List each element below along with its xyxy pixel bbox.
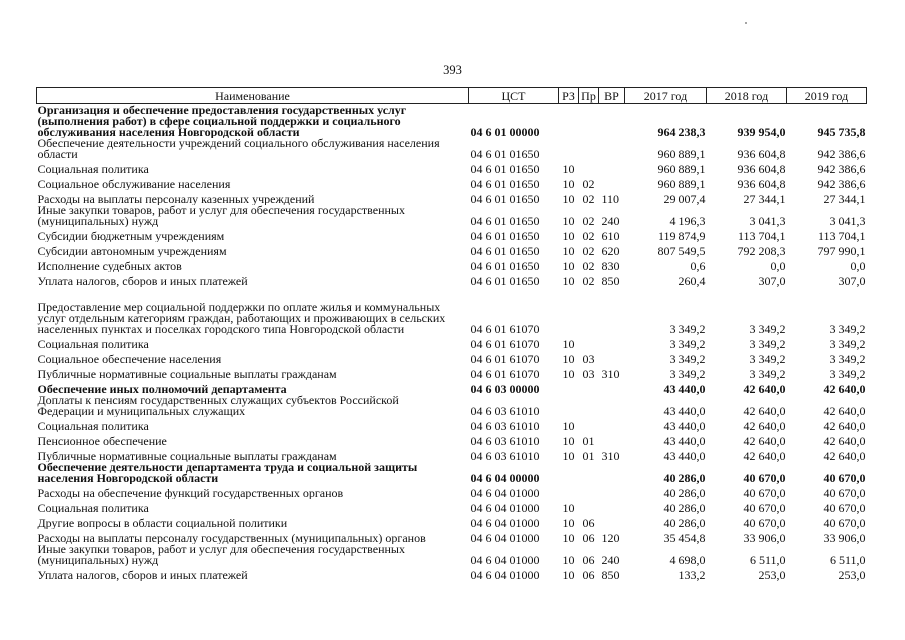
cell-2019: 42 640,0	[823, 449, 866, 462]
cell-vr	[599, 499, 625, 514]
cell-2019: 942 386,6	[817, 147, 866, 160]
cell-vr: 310	[601, 449, 620, 462]
cell-2019: 33 906,0	[823, 531, 866, 544]
cell-pr: 02	[582, 177, 595, 190]
cell-pr	[579, 499, 599, 514]
table-row	[37, 395, 867, 417]
cell-2017: 35 454,8	[663, 531, 706, 544]
table-row	[37, 529, 867, 544]
cell-2018: 3 349,2	[749, 337, 786, 350]
cell-name: Обеспечение иных полномочий департамента	[37, 382, 287, 395]
cell-vr: 240	[601, 214, 620, 227]
cell-2017: 960 889,1	[657, 147, 706, 160]
cell-rz	[559, 395, 579, 417]
cell-name: Пенсионное обеспечение	[37, 434, 167, 447]
cell-2018: 42 640,0	[743, 434, 786, 447]
cell-vr	[599, 395, 625, 417]
cell-pr: 06	[582, 516, 595, 529]
cell-2018: 113 704,1	[737, 229, 786, 242]
cell-pr	[579, 380, 599, 395]
budget-table	[36, 87, 867, 581]
cell-2017: 260,4	[678, 274, 706, 287]
cell-name: Социальная политика	[37, 501, 149, 514]
cell-name: Обеспечение деятельности департамента труда и социальной защиты населения Новгородской области	[37, 462, 418, 484]
cell-rz: 10	[562, 367, 575, 380]
cell-pr	[579, 484, 599, 499]
cell-name: Обеспечение деятельности учреждений социального обслуживания населения области	[37, 138, 440, 160]
header-vr: ВР	[599, 88, 625, 104]
cell-2019: 42 640,0	[823, 382, 866, 395]
cell-name: Организация и обеспечение предоставления государственных услуг (выполнения работ) в сфере социальной поддержки и социального обслуживания населения Новгородской области	[37, 103, 407, 138]
cell-rz: 10	[562, 568, 575, 581]
cell-rz: 10	[562, 244, 575, 257]
cell-rz	[559, 104, 579, 139]
cell-cst: 04 6 01 61070	[470, 367, 540, 380]
cell-2017: 40 286,0	[663, 486, 706, 499]
cell-2017: 43 440,0	[663, 404, 706, 417]
cell-2018: 42 640,0	[743, 419, 786, 432]
cell-pr: 01	[582, 434, 595, 447]
header-2018: 2018 год	[707, 88, 787, 104]
cell-2019: 942 386,6	[817, 162, 866, 175]
cell-2017: 807 549,5	[657, 244, 706, 257]
cell-pr	[579, 335, 599, 350]
cell-2017: 3 349,2	[669, 367, 706, 380]
cell-name: Социальная политика	[37, 337, 149, 350]
cell-2018: 3 349,2	[749, 352, 786, 365]
cell-2019: 3 349,2	[829, 367, 866, 380]
cell-2018: 0,0	[770, 259, 786, 272]
cell-2019: 3 349,2	[829, 322, 866, 335]
cell-2019: 42 640,0	[823, 404, 866, 417]
cell-rz: 10	[562, 553, 575, 566]
cell-name: Расходы на выплаты персоналу государственных (муниципальных) органов	[37, 531, 426, 544]
cell-2019: 945 735,8	[817, 125, 866, 138]
cell-2018: 40 670,0	[743, 516, 786, 529]
cell-2018: 33 906,0	[743, 531, 786, 544]
cell-vr	[599, 175, 625, 190]
cell-2019: 253,0	[838, 568, 866, 581]
cell-cst: 04 6 01 01650	[470, 147, 540, 160]
cell-pr	[579, 462, 599, 484]
table-row	[37, 462, 867, 484]
cell-2017: 43 440,0	[663, 419, 706, 432]
cell-2018: 42 640,0	[743, 404, 786, 417]
table-row	[37, 257, 867, 272]
cell-2018: 253,0	[758, 568, 786, 581]
cell-2017: 960 889,1	[657, 162, 706, 175]
cell-name: Другие вопросы в области социальной политики	[37, 516, 288, 529]
table-row	[37, 205, 867, 227]
cell-cst: 04 6 03 00000	[470, 382, 540, 395]
cell-2017: 4 698,0	[669, 553, 706, 566]
cell-rz: 10	[562, 501, 575, 514]
cell-cst: 04 6 01 61070	[470, 352, 540, 365]
cell-2018: 42 640,0	[743, 449, 786, 462]
cell-cst: 04 6 01 61070	[470, 322, 540, 335]
table-row	[37, 380, 867, 395]
cell-2019: 3 041,3	[829, 214, 866, 227]
cell-vr: 830	[601, 259, 620, 272]
cell-2018: 3 349,2	[749, 367, 786, 380]
cell-2017: 29 007,4	[663, 192, 706, 205]
cell-2019: 27 344,1	[823, 192, 866, 205]
cell-2019: 40 670,0	[823, 501, 866, 514]
cell-2019: 942 386,6	[817, 177, 866, 190]
cell-2018: 40 670,0	[743, 501, 786, 514]
cell-vr	[599, 432, 625, 447]
cell-rz	[559, 287, 579, 335]
cell-vr	[599, 287, 625, 335]
cell-cst: 04 6 01 01650	[470, 162, 540, 175]
cell-pr: 02	[582, 244, 595, 257]
cell-rz: 10	[562, 531, 575, 544]
cell-rz: 10	[562, 259, 575, 272]
cell-cst: 04 6 04 01000	[470, 531, 540, 544]
cell-cst: 04 6 04 01000	[470, 553, 540, 566]
cell-2017: 3 349,2	[669, 352, 706, 365]
cell-name: Исполнение судебных актов	[37, 259, 182, 272]
cell-cst: 04 6 01 01650	[470, 259, 540, 272]
cell-rz: 10	[562, 352, 575, 365]
table-row	[37, 104, 867, 139]
cell-pr: 02	[582, 259, 595, 272]
cell-cst: 04 6 01 01650	[470, 177, 540, 190]
cell-2019: 0,0	[850, 259, 866, 272]
cell-name: Социальное обслуживание населения	[37, 177, 231, 190]
cell-cst: 04 6 01 00000	[470, 125, 540, 138]
cell-cst: 04 6 03 61010	[470, 449, 540, 462]
cell-pr: 02	[582, 214, 595, 227]
cell-2018: 936 604,8	[737, 162, 786, 175]
cell-name: Социальная политика	[37, 419, 149, 432]
cell-2018: 3 041,3	[749, 214, 786, 227]
table-row	[37, 242, 867, 257]
cell-rz: 10	[562, 274, 575, 287]
cell-2017: 40 286,0	[663, 471, 706, 484]
cell-2017: 3 349,2	[669, 337, 706, 350]
cell-vr: 850	[601, 274, 620, 287]
cell-vr	[599, 417, 625, 432]
cell-2018: 40 670,0	[743, 486, 786, 499]
cell-2019: 40 670,0	[823, 516, 866, 529]
cell-2019: 42 640,0	[823, 434, 866, 447]
cell-rz: 10	[562, 419, 575, 432]
table-row	[37, 447, 867, 462]
cell-vr	[599, 350, 625, 365]
cell-name: Субсидии бюджетным учреждениям	[37, 229, 225, 242]
cell-2019: 40 670,0	[823, 486, 866, 499]
cell-rz	[559, 138, 579, 160]
cell-rz: 10	[562, 192, 575, 205]
cell-vr	[599, 380, 625, 395]
cell-rz: 10	[562, 177, 575, 190]
table-row	[37, 514, 867, 529]
cell-rz	[559, 380, 579, 395]
cell-cst: 04 6 01 61070	[470, 337, 540, 350]
cell-pr	[579, 287, 599, 335]
cell-vr	[599, 514, 625, 529]
cell-2017: 43 440,0	[663, 434, 706, 447]
cell-2017: 960 889,1	[657, 177, 706, 190]
cell-name: Субсидии автономным учреждениям	[37, 244, 227, 257]
cell-2017: 133,2	[678, 568, 706, 581]
cell-2019: 797 990,1	[817, 244, 866, 257]
cell-2017: 3 349,2	[669, 322, 706, 335]
cell-name: Уплата налогов, сборов и иных платежей	[37, 568, 248, 581]
cell-pr	[579, 138, 599, 160]
cell-cst: 04 6 04 01000	[470, 486, 540, 499]
cell-vr	[599, 484, 625, 499]
cell-cst: 04 6 04 01000	[470, 501, 540, 514]
cell-2017: 119 874,9	[657, 229, 706, 242]
header-name: Наименование	[37, 88, 469, 104]
header-2019: 2019 год	[787, 88, 867, 104]
cell-2017: 43 440,0	[663, 449, 706, 462]
cell-pr: 06	[582, 553, 595, 566]
cell-vr: 110	[601, 192, 620, 205]
table-row	[37, 190, 867, 205]
cell-2019: 42 640,0	[823, 419, 866, 432]
cell-2019: 307,0	[838, 274, 866, 287]
table-row	[37, 499, 867, 514]
cell-rz: 10	[562, 214, 575, 227]
table-row	[37, 417, 867, 432]
header-pr: Пр	[579, 88, 599, 104]
cell-2018: 792 208,3	[737, 244, 786, 257]
cell-rz: 10	[562, 337, 575, 350]
cell-cst: 04 6 01 01650	[470, 244, 540, 257]
cell-rz: 10	[562, 434, 575, 447]
page-number: 393	[443, 63, 462, 77]
cell-name: Публичные нормативные социальные выплаты гражданам	[37, 449, 337, 462]
cell-name: Расходы на обеспечение функций государственных органов	[37, 486, 344, 499]
cell-vr	[599, 104, 625, 139]
cell-rz	[559, 462, 579, 484]
cell-pr: 03	[582, 367, 595, 380]
cell-cst: 04 6 01 01650	[470, 214, 540, 227]
table-row	[37, 272, 867, 287]
cell-2019: 6 511,0	[829, 553, 866, 566]
table-row	[37, 566, 867, 581]
table-header-row	[37, 88, 867, 104]
cell-2017: 40 286,0	[663, 516, 706, 529]
cell-2018: 307,0	[758, 274, 786, 287]
cell-pr	[579, 160, 599, 175]
cell-cst: 04 6 01 01650	[470, 229, 540, 242]
cell-rz: 10	[562, 229, 575, 242]
cell-pr: 02	[582, 229, 595, 242]
cell-2018: 3 349,2	[749, 322, 786, 335]
cell-vr	[599, 462, 625, 484]
cell-name: Социальное обеспечение населения	[37, 352, 222, 365]
cell-cst: 04 6 03 61010	[470, 434, 540, 447]
cell-cst: 04 6 01 01650	[470, 192, 540, 205]
cell-pr: 06	[582, 568, 595, 581]
cell-name: Доплаты к пенсиям государственных служащих субъектов Российской Федерации и муниципальных служащих	[37, 395, 399, 417]
cell-pr	[579, 104, 599, 139]
table-row	[37, 287, 867, 335]
cell-vr: 310	[601, 367, 620, 380]
table-row	[37, 365, 867, 380]
cell-2018: 42 640,0	[743, 382, 786, 395]
header-2017: 2017 год	[625, 88, 707, 104]
cell-name: Иные закупки товаров, работ и услуг для обеспечения государственных (муниципальных) нужд	[37, 205, 405, 227]
cell-name: Социальная политика	[37, 162, 149, 175]
cell-2018: 6 511,0	[749, 553, 786, 566]
cell-vr: 850	[601, 568, 620, 581]
cell-2018: 936 604,8	[737, 177, 786, 190]
cell-rz: 10	[562, 516, 575, 529]
cell-2017: 0,6	[690, 259, 706, 272]
cell-cst: 04 6 01 01650	[470, 274, 540, 287]
cell-vr: 610	[601, 229, 620, 242]
cell-pr: 02	[582, 274, 595, 287]
cell-cst: 04 6 03 61010	[470, 419, 540, 432]
cell-2018: 936 604,8	[737, 147, 786, 160]
table-row	[37, 138, 867, 160]
table-body	[37, 104, 867, 582]
table-row	[37, 432, 867, 447]
cell-2017: 4 196,3	[669, 214, 706, 227]
cell-2017: 40 286,0	[663, 501, 706, 514]
cell-rz	[559, 484, 579, 499]
cell-vr	[599, 160, 625, 175]
scan-speck	[745, 22, 747, 24]
table-row	[37, 350, 867, 365]
table-row	[37, 227, 867, 242]
table-row	[37, 175, 867, 190]
cell-pr: 06	[582, 531, 595, 544]
cell-name: Расходы на выплаты персоналу казенных учреждений	[37, 192, 315, 205]
cell-cst: 04 6 04 01000	[470, 516, 540, 529]
cell-2018: 27 344,1	[743, 192, 786, 205]
cell-cst: 04 6 03 61010	[470, 404, 540, 417]
cell-pr: 01	[582, 449, 595, 462]
cell-rz: 10	[562, 449, 575, 462]
table-row	[37, 484, 867, 499]
cell-vr	[599, 138, 625, 160]
cell-name: Уплата налогов, сборов и иных платежей	[37, 274, 248, 287]
cell-vr	[599, 335, 625, 350]
cell-pr	[579, 417, 599, 432]
cell-name: Предоставление мер социальной поддержки по оплате жилья и коммунальных услуг отдельным категориям граждан, работающих и проживающих в сельских населенных пунктах и поселках городского типа Новгородской области	[37, 300, 446, 335]
cell-2019: 3 349,2	[829, 352, 866, 365]
cell-rz: 10	[562, 162, 575, 175]
table-row	[37, 160, 867, 175]
cell-pr	[579, 395, 599, 417]
cell-2019: 40 670,0	[823, 471, 866, 484]
cell-name: Публичные нормативные социальные выплаты гражданам	[37, 367, 337, 380]
cell-cst: 04 6 04 00000	[470, 471, 540, 484]
cell-cst: 04 6 04 01000	[470, 568, 540, 581]
header-rz: РЗ	[559, 88, 579, 104]
cell-pr: 03	[582, 352, 595, 365]
cell-vr: 620	[601, 244, 620, 257]
table-row	[37, 544, 867, 566]
table-row	[37, 335, 867, 350]
cell-2017: 43 440,0	[663, 382, 706, 395]
cell-2019: 3 349,2	[829, 337, 866, 350]
cell-2017: 964 238,3	[657, 125, 706, 138]
cell-name: Иные закупки товаров, работ и услуг для обеспечения государственных (муниципальных) нужд	[37, 544, 405, 566]
cell-pr: 02	[582, 192, 595, 205]
cell-vr: 120	[601, 531, 620, 544]
cell-vr: 240	[601, 553, 620, 566]
header-cst: ЦСТ	[469, 88, 559, 104]
cell-2018: 939 954,0	[737, 125, 786, 138]
cell-2018: 40 670,0	[743, 471, 786, 484]
cell-2019: 113 704,1	[817, 229, 866, 242]
